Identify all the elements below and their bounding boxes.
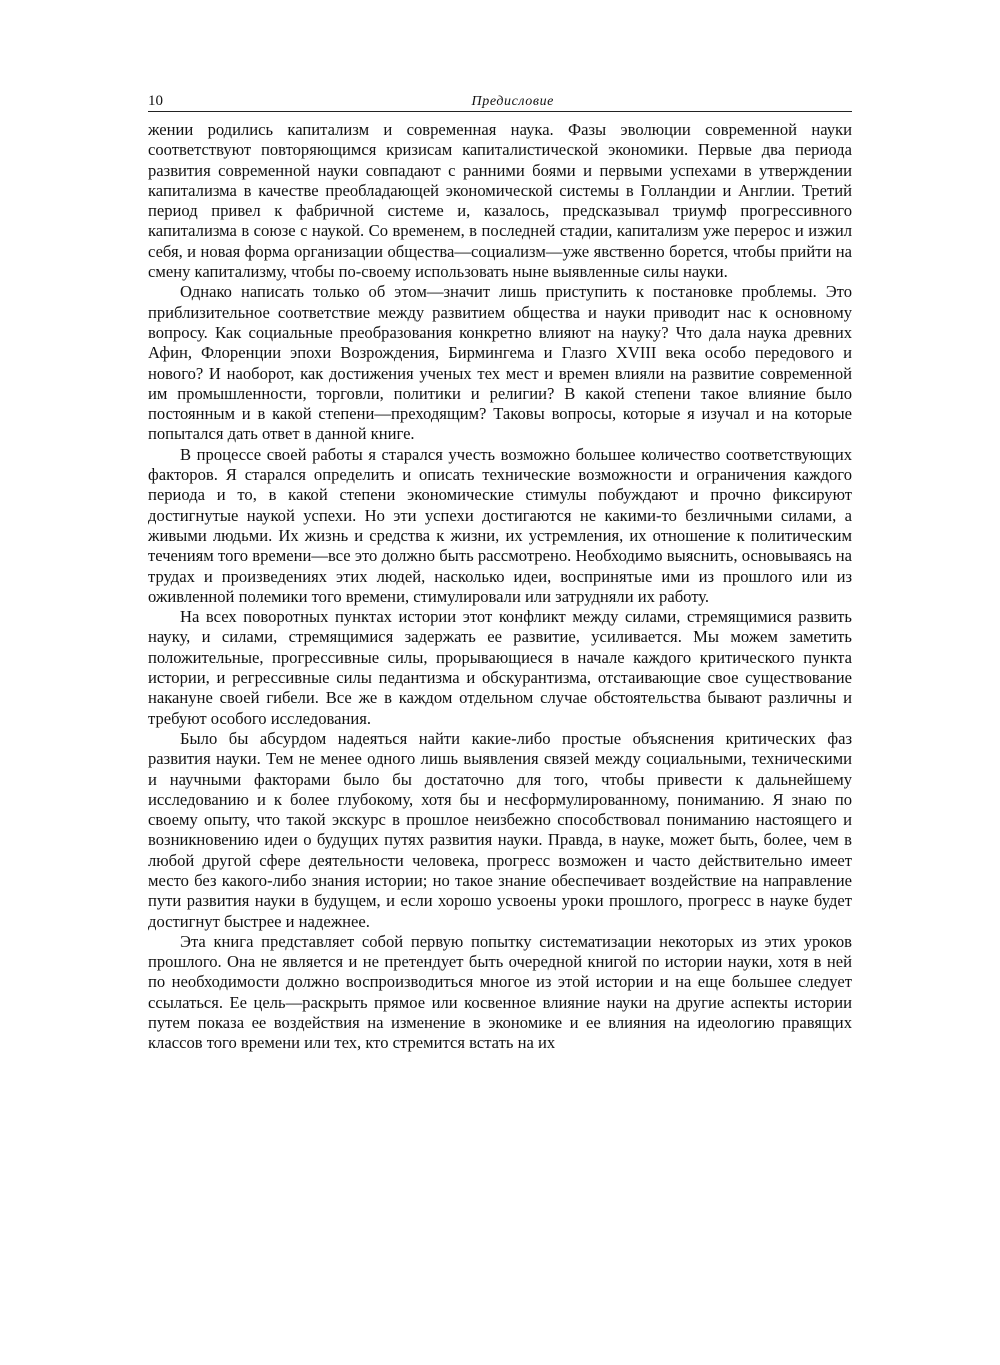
paragraph: Эта книга представляет собой первую попытку систематизации некоторых из этих уроков прошлого. Она не является и не претендует быть очередной книгой по истории науки, хотя в ней по необходимости должно воспроизводиться многое из этой истории и на еще большее следует ссылаться. Ее цель—раскрыть прямое или косвенное влияние науки на другие аспекты истории путем показа ее воздействия на изменение в экономике и ее влияния на идеологию правящих классов того времени или тех, кто стремится встать на их xyxy=(148,931,852,1053)
paragraph: Однако написать только об этом—значит лишь приступить к постановке проблемы. Это приблизительное соответствие между развитием общества и науки приводит нас к основному вопросу. Как социальные преобразования конкретно влияют на науку? Что дала наука древних Афин, Флоренции эпохи Возрождения, Бирмингема и Глазго XVIII века особо передового и нового? И наоборот, как достижения ученых тех мест и времен влияли на развитие современной им промышленности, торговли, политики и религии? В какой степени такое влияние было постоянным и в какой степени—преходящим? Таковы вопросы, которые я изучал и на которые попытался дать ответ в данной книге. xyxy=(148,282,852,444)
book-page xyxy=(148,88,852,1054)
paragraph: В процессе своей работы я старался учесть возможно большее количество соответствующих факторов. Я старался определить и описать технические возможности и ограничения каждого периода и то, в какой степени экономические стимулы побуждают и прочно фиксируют достигнутые наукой успехи. Но эти успехи достигаются не какими-то безличными силами, а живыми людьми. Их жизнь и средства к жизни, их устремления, их отношение к политическим течениям того времени—все это должно быть рассмотрено. Необходимо выяснить, основываясь на трудах и произведениях этих людей, насколько идеи, воспринятые ими из прошлого или из оживленной полемики того времени, стимулировали или затрудняли их работу. xyxy=(148,444,852,606)
running-title: Предисловие xyxy=(471,94,554,109)
running-header xyxy=(148,88,852,112)
paragraph: На всех поворотных пунктах истории этот конфликт между силами, стремящимися развить науку, и силами, стремящимися задержать ее развитие, усиливается. Мы можем заметить положительные, прогрессивные силы, прорывающиеся в начале каждого критического пункта истории, и регрессивные силы педантизма и обскурантизма, отстаивающие свое существование накануне своей гибели. Все же в каждом отдельном случае обстоятельства бывают различны и требуют особого исследования. xyxy=(148,607,852,728)
page-number: 10 xyxy=(148,93,163,109)
paragraph: жении родились капитализм и современная наука. Фазы эволюции современной науки соответствуют повторяющимся кризисам капиталистической экономики. Первые два периода развития современной науки совпадают с ранними боями и первыми успехами в утверждении капитализма в качестве преобладающей экономической системы в Голландии и Англии. Третий период привел к фабричной системе и, казалось, предсказывал триумф прогрессивного капитализма в союзе с наукой. Со временем, в последней стадии, капитализм уже перерос и изжил себя, и новая форма организации общества—социализм—уже явственно борется, чтобы прийти на смену капитализму, чтобы по-своему использовать ныне выявленные силы науки. xyxy=(148,120,852,282)
body-text xyxy=(148,120,852,1054)
paragraph: Было бы абсурдом надеяться найти какие-либо простые объяснения критических фаз развития науки. Тем не менее одного лишь выявления связей между социальными, техническими и научными факторами было бы достаточно для того, чтобы привести к дальнейшему исследованию и к более глубокому, хотя бы и несформулированному, пониманию. Я знаю по своему опыту, что такой экскурс в прошлое неизбежно способствовал пониманию настоящего и возникновению идеи о будущих путях развития науки. Правда, в науке, может быть, более, чем в любой другой сфере деятельности человека, прогресс возможен и часто действительно имеет место без какого-либо знания истории; но такое знание обеспечивает воздействие на направление пути развития науки в будущем, и если хорошо усвоены уроки прошлого, прогресс в науке будет достигнут быстрее и надежнее. xyxy=(148,728,852,931)
